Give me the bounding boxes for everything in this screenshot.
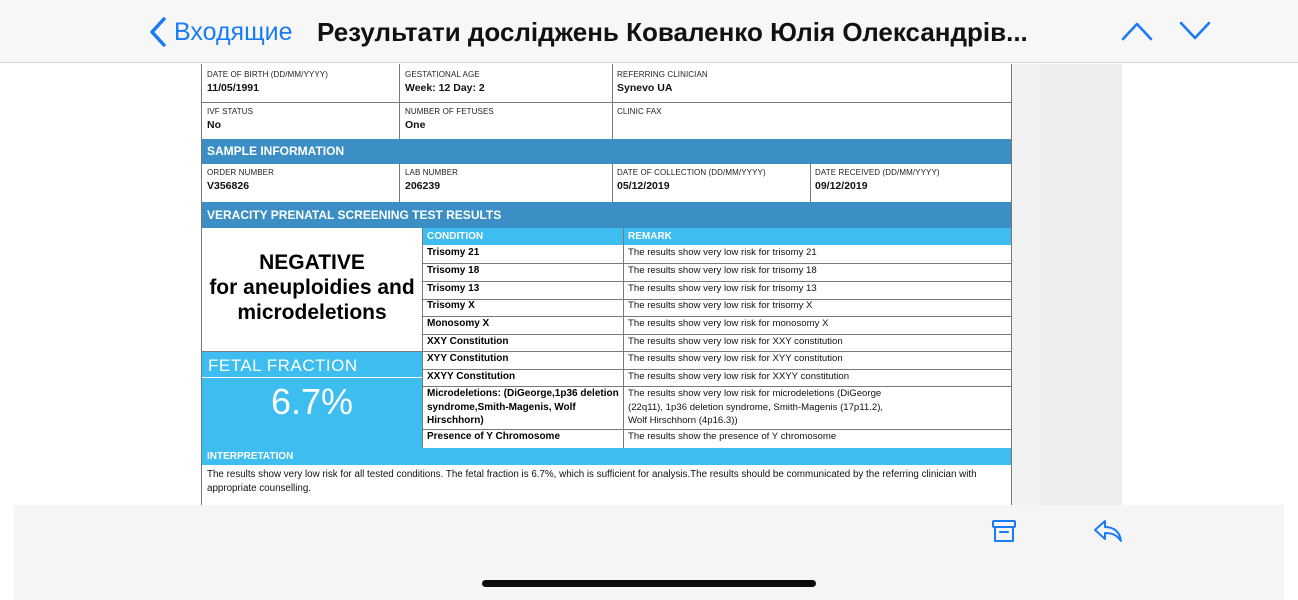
- fetal-fraction-box: [202, 352, 422, 448]
- remark-cell: The results show the presence of Y chromosome: [628, 431, 837, 442]
- archive-button[interactable]: [990, 517, 1018, 550]
- referring-clinician-label: REFERRING CLINICIAN: [617, 70, 708, 79]
- divider: [422, 281, 1011, 282]
- lab-number-cell: [405, 168, 605, 192]
- condition-cell: XXYY Constitution: [427, 371, 516, 382]
- navigation-bar: [0, 0, 1298, 63]
- divider: [422, 316, 1011, 317]
- divider: [612, 164, 613, 202]
- fetal-fraction-label: FETAL FRACTION: [208, 356, 358, 375]
- fetuses-cell: [405, 107, 605, 131]
- divider: [399, 64, 400, 139]
- divider: [202, 377, 422, 378]
- divider: [422, 429, 1011, 430]
- condition-cell: Microdeletions: (DiGeorge,1p36 deletion syndrome,Smith-Magenis, Wolf Hirschhorn): [427, 388, 619, 426]
- attachment-document[interactable]: [201, 64, 1012, 505]
- divider: [202, 351, 1011, 352]
- divider: [422, 369, 1011, 370]
- lab-number-label: LAB NUMBER: [405, 168, 459, 177]
- received-date-label: DATE RECEIVED (DD/MM/YYYY): [815, 168, 940, 177]
- referring-clinician-value: Synevo UA: [617, 82, 673, 94]
- remark-cell: The results show very low risk for trisomy 21: [628, 247, 817, 258]
- remark-column-header: REMARK: [623, 228, 1011, 245]
- condition-cell: XYY Constitution: [427, 353, 509, 364]
- remark-cell: The results show very low risk for monosomy X: [628, 318, 829, 329]
- back-button[interactable]: [148, 14, 293, 50]
- page-margin-right-shade: [1040, 64, 1122, 505]
- dob-cell: [207, 70, 397, 94]
- collection-date-label: DATE OF COLLECTION (DD/MM/YYYY): [617, 168, 766, 177]
- ivf-status-cell: [207, 107, 397, 131]
- ivf-status-label: IVF STATUS: [207, 107, 254, 116]
- divider: [810, 164, 811, 202]
- page-margin-left: [0, 64, 201, 505]
- remark-cell: The results show very low risk for trisomy 18: [628, 265, 817, 276]
- remark-cell: The results show very low risk for trisomy 13: [628, 283, 817, 294]
- lab-number-value: 206239: [405, 180, 441, 192]
- condition-cell: Presence of Y Chromosome: [427, 431, 561, 442]
- gestational-age-cell: [405, 70, 605, 94]
- reply-button[interactable]: [1092, 517, 1124, 550]
- divider: [399, 164, 400, 202]
- collection-date-cell: [617, 168, 812, 192]
- gestational-age-label: GESTATIONAL AGE: [405, 70, 480, 79]
- clinic-fax-label: CLINIC FAX: [617, 107, 662, 116]
- interpretation-heading: INTERPRETATION: [202, 448, 1011, 465]
- chevron-down-icon: [1178, 18, 1212, 44]
- fetal-fraction-value: 6.7%: [270, 381, 354, 422]
- sample-information-heading: SAMPLE INFORMATION: [202, 139, 1011, 164]
- remark-cell: The results show very low risk for microdeletions (DiGeorge (22q11), 1p36 deletion syndrome, Smith-Magenis (17p11.2), Wolf Hirschhorn (4p16.3)): [628, 388, 884, 426]
- result-summary: [202, 230, 422, 352]
- remark-cell: The results show very low risk for XXYY constitution: [628, 371, 850, 382]
- result-line-3: microdeletions: [237, 301, 387, 324]
- results-heading: VERACITY PRENATAL SCREENING TEST RESULTS: [202, 202, 1011, 228]
- condition-cell: Trisomy X: [427, 300, 475, 311]
- order-number-label: ORDER NUMBER: [207, 168, 274, 177]
- condition-column-header: CONDITION: [422, 228, 623, 245]
- order-number-cell: [207, 168, 397, 192]
- condition-cell: Monosomy X: [427, 318, 490, 329]
- chevron-up-icon: [1120, 18, 1154, 44]
- received-date-value: 09/12/2019: [815, 180, 868, 192]
- divider: [422, 263, 1011, 264]
- received-date-cell: [815, 168, 1010, 192]
- divider: [202, 102, 1011, 103]
- condition-cell: Trisomy 21: [427, 247, 480, 258]
- referring-clinician-cell: [617, 70, 1007, 94]
- gestational-age-value: Week: 12 Day: 2: [405, 82, 485, 94]
- back-button-label: Входящие: [174, 17, 293, 46]
- dob-label: DATE OF BIRTH (DD/MM/YYYY): [207, 70, 328, 79]
- message-subject-title: Результати досліджень Коваленко Юлія Олександрів...: [317, 17, 1028, 47]
- reply-icon: [1092, 517, 1124, 545]
- next-message-button[interactable]: [1178, 18, 1212, 49]
- home-indicator[interactable]: [482, 580, 816, 587]
- archive-icon: [990, 517, 1018, 545]
- order-number-value: V356826: [207, 180, 250, 192]
- remark-cell: The results show very low risk for trisomy X: [628, 300, 813, 311]
- divider: [422, 334, 1011, 335]
- fetuses-value: One: [405, 119, 426, 131]
- dob-value: 11/05/1991: [207, 82, 259, 94]
- ivf-status-value: No: [207, 119, 221, 131]
- condition-cell: Trisomy 18: [427, 265, 480, 276]
- remark-cell: The results show very low risk for XXY constitution: [628, 336, 843, 347]
- divider: [612, 64, 613, 139]
- fetuses-label: NUMBER OF FETUSES: [405, 107, 494, 116]
- chevron-left-icon: [148, 16, 168, 48]
- previous-message-button[interactable]: [1120, 18, 1154, 49]
- condition-cell: Trisomy 13: [427, 283, 480, 294]
- interpretation-text: The results show very low risk for all tested conditions. The fetal fraction is 6.7%, which is sufficient for analysis.The results should be communicated by the referring clinician with appropriate counselling.: [207, 469, 977, 494]
- remark-cell: The results show very low risk for XYY constitution: [628, 353, 843, 364]
- result-line-1: NEGATIVE: [259, 251, 365, 274]
- condition-cell: XXY Constitution: [427, 336, 509, 347]
- collection-date-value: 05/12/2019: [617, 180, 670, 192]
- result-line-2: for aneuploidies and: [209, 276, 415, 299]
- clinic-fax-cell: [617, 107, 1007, 116]
